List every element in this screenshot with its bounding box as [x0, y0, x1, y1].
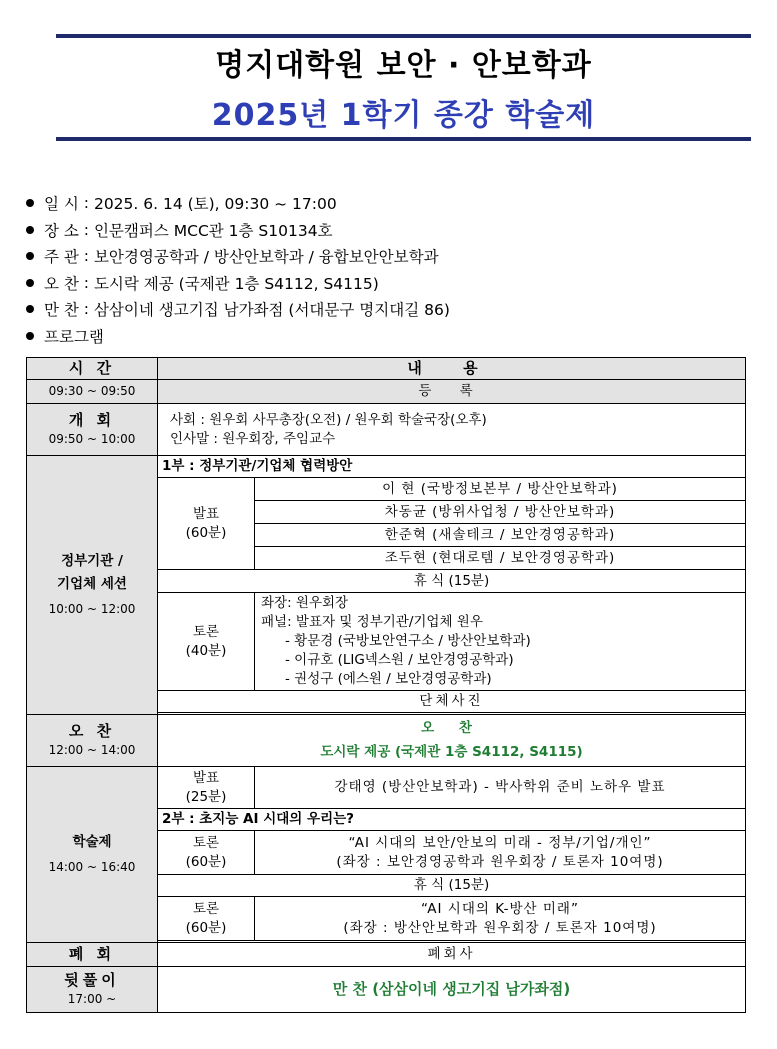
discussion2-label: 토론	[192, 834, 220, 851]
bullet-icon	[26, 226, 34, 234]
lunch-time: 12:00 ~ 14:00	[48, 742, 136, 757]
opening-cell	[27, 404, 158, 456]
opening-line-host: 사회 : 원우회 사무총장(오전) / 원우회 학술국장(오후)	[170, 411, 487, 428]
presentation-label-cell	[158, 478, 255, 570]
bullet-icon	[26, 279, 34, 287]
talk-content: 강태영 (방산안보학과) - 박사학위 준비 노하우 발표	[255, 767, 746, 809]
break2-label: 휴 식 (15분)	[158, 875, 746, 897]
presenter-2: 차동균 (방위사업청 / 방산안보학과)	[255, 501, 746, 524]
part1-title: 1부 : 정부기관/기업체 협력방안	[158, 456, 746, 478]
registration-label: 등 록	[158, 380, 746, 404]
table-row-closing	[27, 943, 746, 967]
presentation-label: 발표	[192, 505, 220, 522]
lunch-detail: 도시락 제공 (국제관 1층 S4112, S4115)	[320, 744, 583, 760]
afterparty-time: 17:00 ~	[67, 991, 117, 1006]
info-item-host: 주 관 : 보안경영공학과 / 방산안보학과 / 융합보안안보학과	[22, 243, 762, 270]
discussion-panelist: - 권성구 (에스원 / 보안경영공학과)	[285, 671, 492, 687]
opening-line-greeting: 인사말 : 원우회장, 주임교수	[170, 430, 336, 447]
afterparty-title: 뒷풀이	[64, 970, 120, 989]
discussion-content	[255, 593, 746, 691]
session1-title-line1: 정부기관 /	[61, 552, 123, 569]
discussion3-detail: (좌장 : 방산안보학과 원우회장 / 토론자 10여명)	[343, 919, 657, 936]
table-header-row	[27, 358, 746, 380]
discussion-label-cell	[158, 593, 255, 691]
info-item-program: 프로그램	[22, 323, 762, 350]
table-row-opening	[27, 404, 746, 456]
table-row-lunch	[27, 715, 746, 767]
discussion-label: 토론	[192, 623, 220, 640]
opening-title: 개 회	[68, 410, 116, 429]
table-row-talk	[27, 767, 746, 809]
session2-cell	[27, 767, 158, 943]
talk-label: 발표	[192, 769, 220, 786]
discussion-chair: 좌장: 원우회장	[261, 595, 349, 611]
talk-label-cell	[158, 767, 255, 809]
discussion3-content	[255, 897, 746, 941]
presenter-4: 조두현 (현대로템 / 보안경영공학과)	[255, 547, 746, 570]
group-photo-label: 단체사진	[158, 691, 746, 713]
presenter-1: 이 현 (국방정보본부 / 방산안보학과)	[255, 478, 746, 501]
discussion2-detail: (좌장 : 보안경영공학과 원우회장 / 토론자 10여명)	[336, 853, 664, 870]
discussion2-content	[255, 831, 746, 875]
closing-text: 폐회사	[158, 943, 746, 967]
discussion2-label-cell	[158, 831, 255, 875]
info-item-dinner: 만 찬 : 삼삼이네 생고기집 남가좌점 (서대문구 명지대길 86)	[22, 296, 762, 323]
lunch-heading: 오 찬	[421, 720, 482, 736]
discussion3-label-cell	[158, 897, 255, 941]
session1-cell	[27, 456, 158, 715]
page-subtitle: 2025년 1학기 종강 학술제	[211, 98, 596, 133]
top-rule	[56, 34, 751, 38]
bullet-icon	[26, 199, 34, 207]
info-item-date: 일 시 : 2025. 6. 14 (토), 09:30 ~ 17:00	[22, 190, 762, 217]
table-row-afterparty	[27, 967, 746, 1013]
afterparty-cell	[27, 967, 158, 1013]
presentation-duration: (60분)	[185, 524, 227, 541]
event-info-list	[22, 190, 762, 349]
closing-title: 폐 회	[27, 943, 158, 967]
discussion3-topic: “AI 시대의 K-방산 미래”	[421, 900, 579, 917]
opening-time: 09:50 ~ 10:00	[48, 431, 136, 446]
discussion2-topic: “AI 시대의 보안/안보의 미래 - 정부/기업/개인”	[348, 834, 652, 851]
table-row-registration	[27, 380, 746, 404]
page-title: 명지대학원 보안 · 안보학과	[215, 48, 592, 83]
header-content: 내 용	[158, 358, 746, 380]
lunch-title: 오 찬	[68, 721, 116, 740]
bullet-icon	[26, 332, 34, 340]
afterparty-text: 만 찬 (삼삼이네 생고기집 남가좌점)	[158, 967, 746, 1013]
lunch-cell	[27, 715, 158, 767]
discussion-duration: (40분)	[185, 642, 227, 659]
registration-time: 09:30 ~ 09:50	[27, 380, 158, 404]
bullet-icon	[26, 252, 34, 260]
program-table	[26, 357, 746, 1013]
table-row-part1	[27, 456, 746, 478]
opening-content	[158, 404, 746, 456]
lunch-content	[158, 715, 746, 767]
discussion-panel: 패널: 발표자 및 정부기관/기업체 원우	[261, 614, 483, 630]
discussion3-label: 토론	[192, 900, 220, 917]
discussion-panelist: - 황문경 (국방보안연구소 / 방산안보학과)	[285, 633, 531, 649]
bottom-rule	[56, 137, 751, 141]
discussion-panelist: - 이규호 (LIG넥스원 / 보안경영공학과)	[285, 652, 514, 668]
info-item-lunch: 오 찬 : 도시락 제공 (국제관 1층 S4112, S4115)	[22, 270, 762, 297]
session2-time: 14:00 ~ 16:40	[48, 859, 136, 874]
discussion2-duration: (60분)	[185, 853, 227, 870]
session1-title-line2: 기업체 세션	[57, 575, 127, 592]
bullet-icon	[26, 305, 34, 313]
presenter-3: 한준혁 (새솔테크 / 보안경영공학과)	[255, 524, 746, 547]
session1-time: 10:00 ~ 12:00	[48, 601, 136, 616]
session2-title: 학술제	[72, 833, 112, 850]
info-item-place: 장 소 : 인문캠퍼스 MCC관 1층 S10134호	[22, 217, 762, 244]
header-time: 시 간	[27, 358, 158, 380]
talk-duration: (25분)	[185, 788, 227, 805]
part2-title: 2부 : 초지능 AI 시대의 우리는?	[158, 809, 746, 831]
discussion3-duration: (60분)	[185, 919, 227, 936]
break1-label: 휴 식 (15분)	[158, 570, 746, 593]
